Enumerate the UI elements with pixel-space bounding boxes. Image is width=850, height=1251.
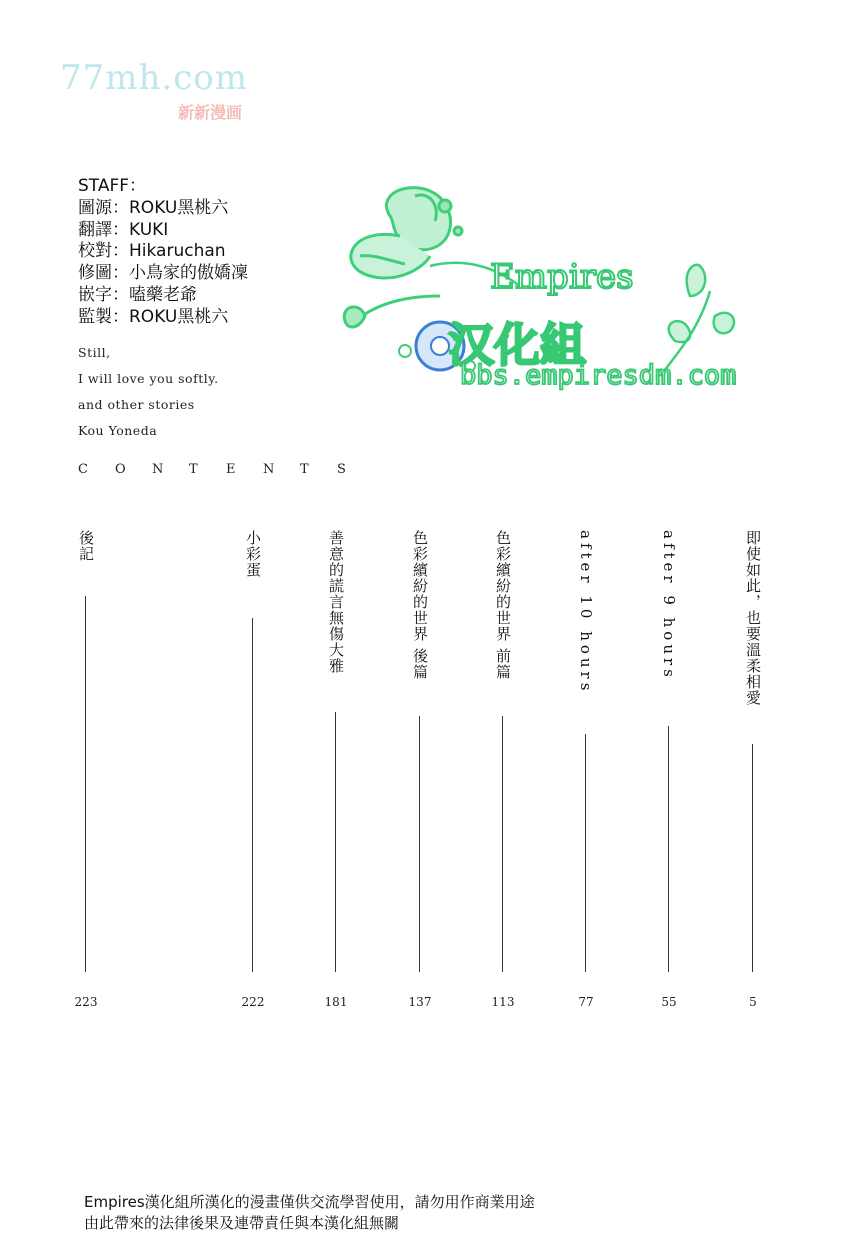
watermark-site: 77mh.com: [60, 58, 248, 98]
entry-title: 即使如此，也要溫柔相愛: [744, 530, 762, 706]
entry-title: 色彩繽紛的世界 前篇: [494, 530, 512, 680]
watermark-subtitle: 新新漫画: [178, 103, 243, 122]
logo-group: 汉化組: [448, 318, 586, 372]
contents-letter: E: [226, 462, 236, 477]
staff-heading: STAFF：: [78, 176, 147, 196]
entry-page: 113: [491, 995, 515, 1009]
entry-page: 181: [324, 995, 348, 1009]
entry-title: after 9 hours: [660, 530, 678, 681]
entry-title: after 10 hours: [577, 530, 595, 695]
entry-page: 223: [74, 995, 98, 1009]
staff-credits: [78, 176, 248, 329]
book-line: and other stories: [78, 397, 195, 412]
disclaimer-line: 由此帶來的法律後果及連帶責任與本漢化組無關: [84, 1214, 400, 1232]
staff-line: 嵌字：嗑藥老爺: [78, 284, 197, 305]
disclaimer: [84, 1192, 535, 1234]
contents-letter: T: [300, 462, 309, 477]
staff-line: 翻譯：KUKI: [78, 219, 169, 240]
contents-letter: C: [78, 462, 88, 477]
entry-rule: [85, 596, 86, 972]
contents-letter: N: [263, 462, 275, 477]
contents-letter: S: [337, 462, 346, 477]
entry-rule: [502, 716, 503, 972]
book-line: I will love you softly.: [78, 371, 219, 386]
contents-letter: O: [115, 462, 126, 477]
logo-url: bbs.empiresdm.com: [460, 360, 737, 391]
entry-page: 5: [749, 995, 757, 1009]
disclaimer-line: Empires漢化組所漢化的漫畫僅供交流學習使用，請勿用作商業用途: [84, 1193, 535, 1211]
empires-logo: [330, 176, 800, 406]
entry-rule: [668, 726, 669, 972]
contents-heading: [78, 462, 374, 477]
entry-page: 137: [408, 995, 432, 1009]
entry-rule: [252, 618, 253, 972]
entry-title: 後記: [77, 530, 95, 562]
staff-line: 修圖：小鳥家的傲嬌凜: [78, 263, 248, 284]
entry-page: 222: [241, 995, 265, 1009]
entry-rule: [752, 744, 753, 972]
book-line: Still,: [78, 345, 111, 360]
entry-title: 善意的謊言無傷大雅: [327, 530, 345, 674]
entry-title: 色彩繽紛的世界 後篇: [411, 530, 429, 680]
staff-line: 圖源：ROKU黑桃六: [78, 197, 229, 218]
book-title-block: [78, 340, 219, 444]
book-author: Kou Yoneda: [78, 423, 158, 438]
entry-rule: [335, 712, 336, 972]
contents-letter: T: [189, 462, 198, 477]
entry-page: 77: [578, 995, 594, 1009]
staff-line: 監製：ROKU黑桃六: [78, 306, 229, 327]
logo-name: Empires: [490, 257, 634, 297]
entry-rule: [419, 716, 420, 972]
entry-rule: [585, 734, 586, 972]
entry-title: 小彩蛋: [244, 530, 262, 578]
contents-letter: N: [152, 462, 164, 477]
entry-page: 55: [661, 995, 677, 1009]
staff-line: 校對：Hikaruchan: [78, 241, 226, 262]
